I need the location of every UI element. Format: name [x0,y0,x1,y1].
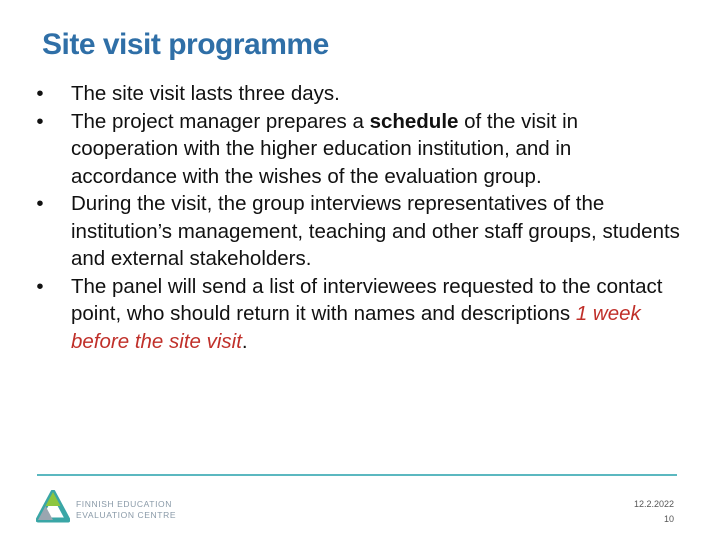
org-name-line1: FINNISH EDUCATION [76,499,172,509]
bullet-text: During the visit, the group interviews representatives of the institution’s management, teaching and other staff groups, students and external stakeholders. [71,192,680,270]
bullet-item [30,273,680,356]
org-name [76,499,176,521]
page-number: 10 [663,514,674,524]
bullet-dot: • [36,274,44,298]
bullet-item [30,108,680,191]
bullet-text: of the visit in cooperation with the higher education institution, and in accordance with the wishes of the evaluation group. [71,109,579,188]
bullet-text: The site visit lasts three days. [71,82,340,105]
emphasis-text: schedule [369,109,459,133]
bullet-text: The panel will send a list of interviewees requested to the contact point, who should return it with names and descriptions [71,274,663,325]
footer-divider [37,474,677,476]
bullet-dot: • [36,82,44,105]
bullet-item [30,190,680,273]
bullet-dot: • [36,109,44,133]
slide-title: Site visit programme [42,28,329,61]
bullet-text: The project manager prepares a [71,109,370,133]
bullet-dot: • [36,192,44,215]
karvi-triangle-logo-icon [36,490,70,524]
bullet-text: . [241,329,248,353]
bullet-item [30,80,680,108]
org-name-line2: EVALUATION CENTRE [76,510,177,520]
bullet-list [30,80,680,355]
slide-date: 12.2.2022 [633,499,674,509]
emphasis-text: 1 week before the site visit [71,302,641,353]
